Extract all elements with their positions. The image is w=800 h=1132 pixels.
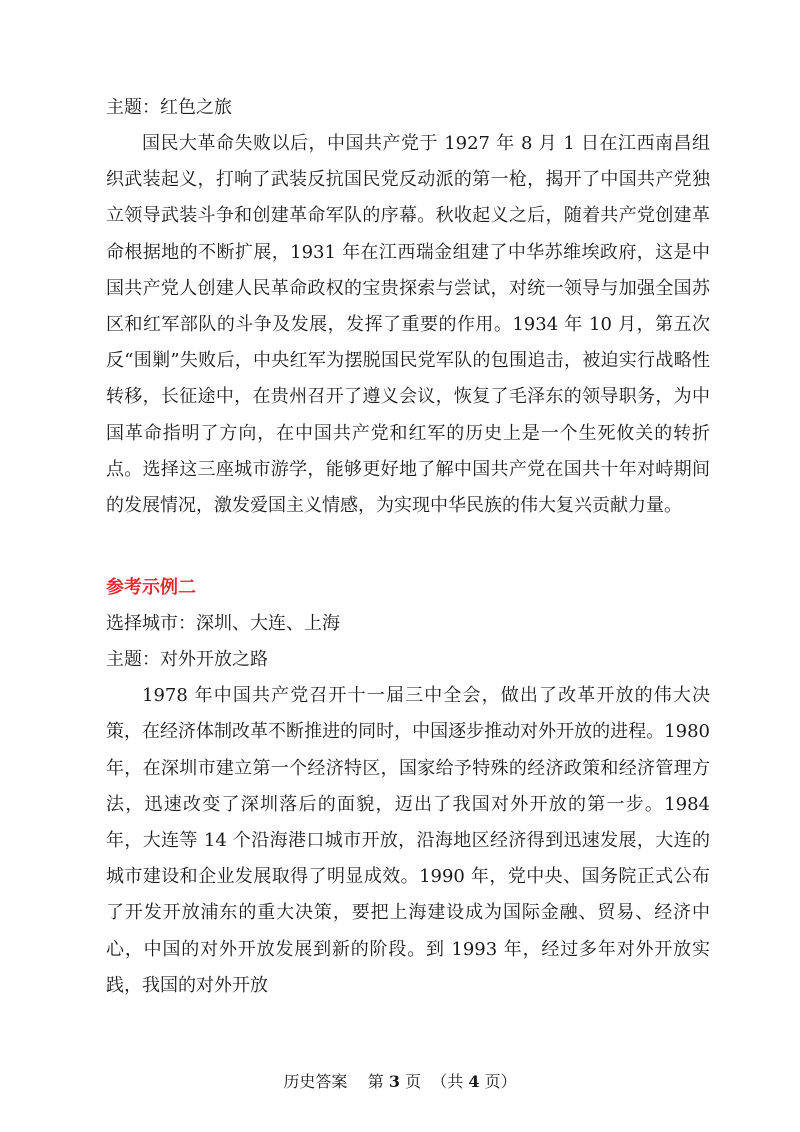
theme-line-red-journey: 主题：红色之旅 [106,97,232,118]
paragraph-opening-up: 1978 年中国共产党召开十一届三中全会，做出了改革开放的伟大决策，在经济体制改革不断推进的同时，中国逐步推动对外开放的进程。1980 年，在深圳市建立第一个经济特区，国家给予特殊的经济政策和经济管理方法，迅速改变了深圳落后的面貌，迈出了我国对外开放的第一步。1984 年，大连等 14 个沿海港口城市开放，沿海地区经济得到迅速发展，大连的城市建设和企业发展取得了明显成效。1990 年，党中央、国务院正式公布了开发开放浦东的重大决策，要把上海建设成为国际金融、贸易、经济中心，中国的对外开放发展到新的阶段。到 1993 年，经过多年对外开放实践，我国的对外开放 [106,685,710,996]
selected-cities-line: 选择城市：深圳、大连、上海 [106,613,340,635]
reference-example-heading: 参考示例二 [106,577,196,599]
footer-total-prefix: （共 [431,1072,464,1091]
footer-subject: 历史答案 [283,1072,348,1091]
footer-page-prefix: 第 [367,1072,384,1091]
page-content [106,90,710,1004]
theme-line-opening-up: 主题：对外开放之路 [106,649,268,671]
footer-total-suffix: 页） [484,1072,517,1091]
page-footer [0,1070,800,1094]
paragraph-red-journey: 国民大革命失败以后，中国共产党于 1927 年 8 月 1 日在江西南昌组织武装起义，打响了武装反抗国民党反动派的第一枪，揭开了中国共产党独立领导武装斗争和创建革命军队的序幕。秋收起义之后，随着共产党创建革命根据地的不断扩展，1931 年在江西瑞金组建了中华苏维埃政府，这是中国共产党人创建人民革命政权的宝贵探索与尝试，对统一领导与加强全国苏区和红军部队的斗争及发展，发挥了重要的作用。1934 年 10 月，第五次反“围剿”失败后，中央红军为摆脱国民党军队的包围追击，被迫实行战略性转移，长征途中，在贵州召开了遵义会议，恢复了毛泽东的领导职务，为中国革命指明了方向，在中国共产党和红军的历史上是一个生死攸关的转折点。选择这三座城市游学，能够更好地了解中国共产党在国共十年对峙期间的发展情况，激发爱国主义情感，为实现中华民族的伟大复兴贡献力量。 [106,133,710,517]
footer-total-pages: 4 [468,1072,480,1091]
footer-page-suffix: 页 [405,1072,422,1091]
footer-page-number: 3 [388,1072,400,1091]
section-gap [106,524,710,570]
